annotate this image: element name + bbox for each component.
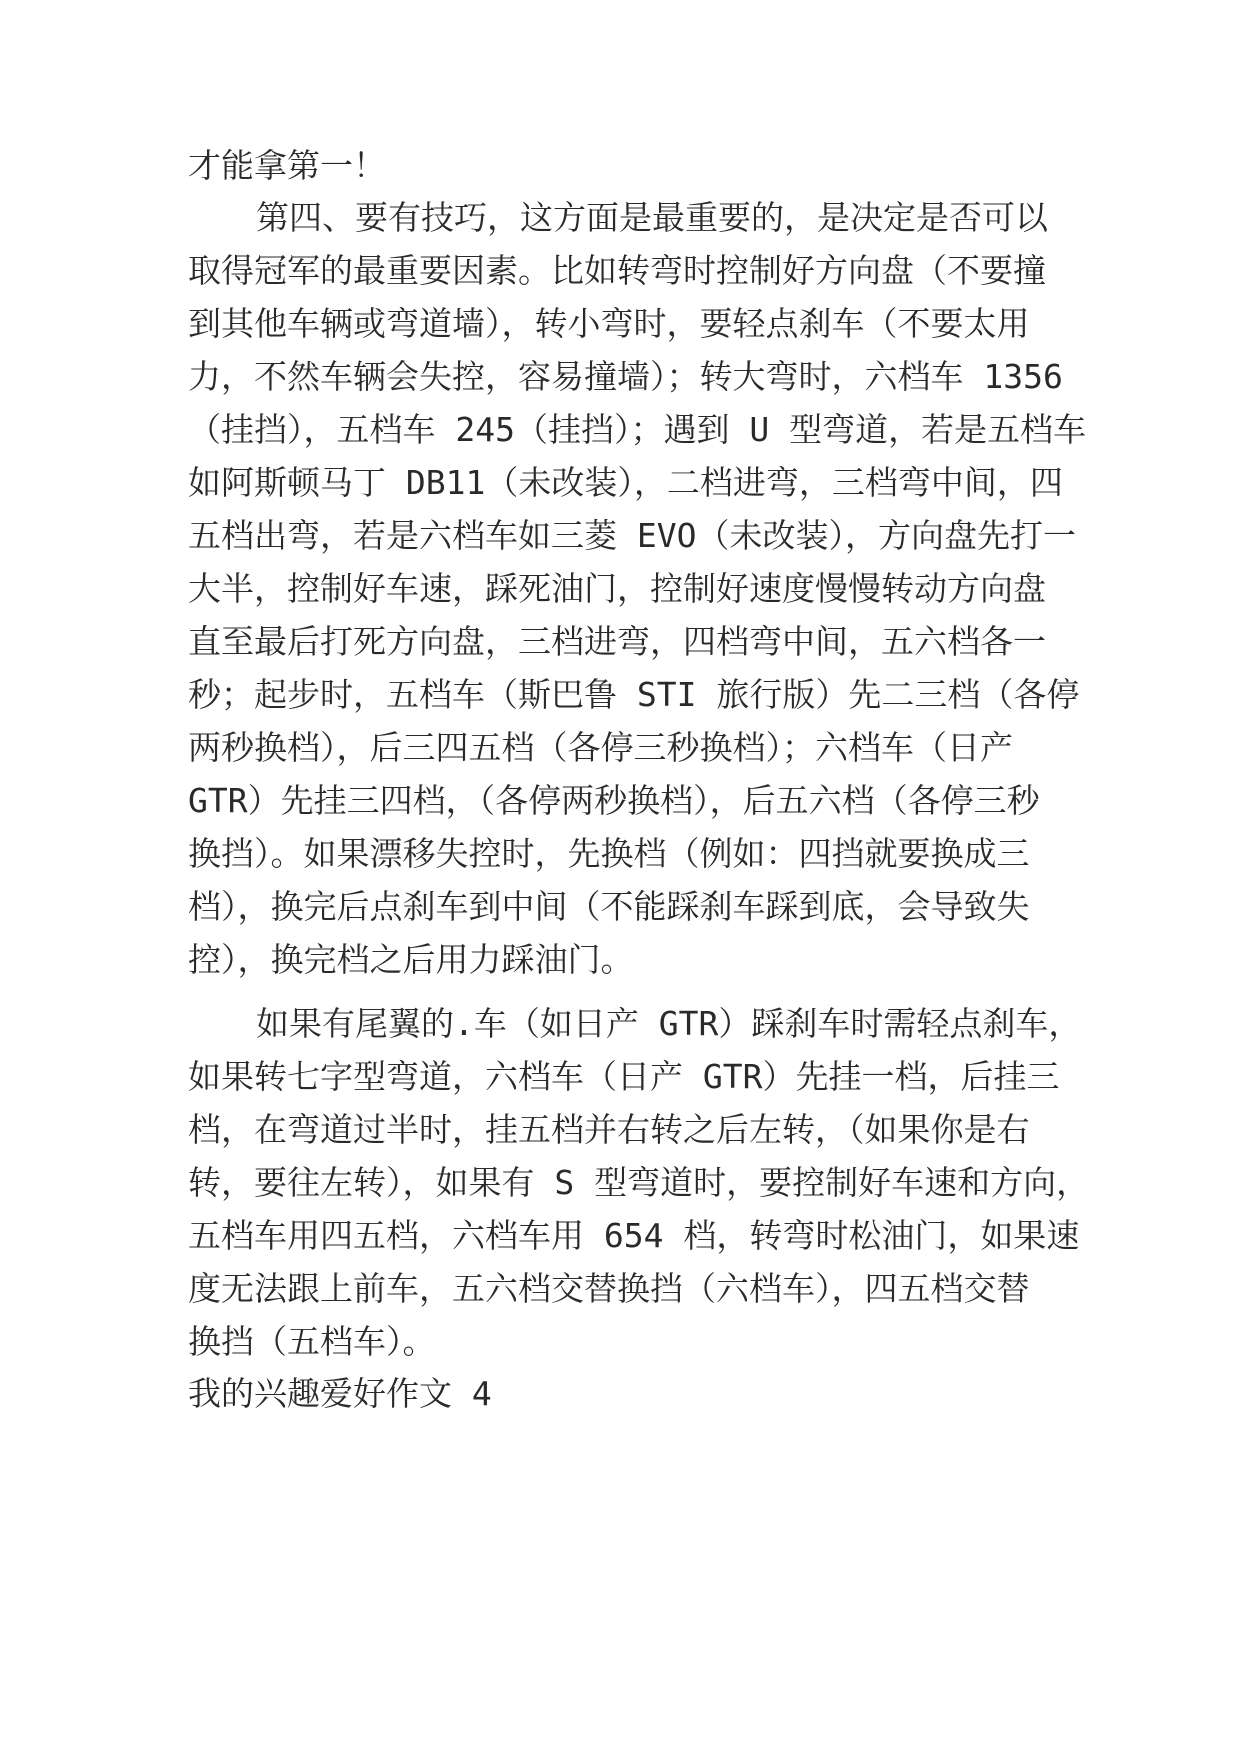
- paragraph-4-line-15: 控），换完档之后用力踩油门。: [188, 940, 634, 979]
- paragraph-5-line-5: 五档车用四五档，六档车用 654 档，转弯时松油门，如果速: [188, 1216, 1080, 1255]
- paragraph-4-line-2: 取得冠军的最重要因素。比如转弯时控制好方向盘（不要撞: [188, 251, 1046, 290]
- paragraph-4-line-9: 直至最后打死方向盘，三档进弯，四档弯中间，五六档各一: [188, 622, 1046, 661]
- paragraph-5-line-4: 转，要往左转），如果有 S 型弯道时，要控制好车速和方向，: [188, 1163, 1090, 1202]
- paragraph-5-line-7: 换挡（五档车）。: [188, 1322, 436, 1361]
- paragraph-4-line-8: 大半，控制好车速，踩死油门，控制好速度慢慢转动方向盘: [188, 569, 1046, 608]
- paragraph-4-line-12: GTR）先挂三四档，（各停两秒换档），后五六档（各停三秒: [188, 781, 1040, 820]
- paragraph-4-line-6: 如阿斯顿马丁 DB11（未改装），二档进弯，三档弯中间，四: [188, 463, 1063, 502]
- paragraph-4-line-10: 秒；起步时，五档车（斯巴鲁 STI 旅行版）先二三档（各停: [188, 675, 1080, 714]
- paragraph-5-line-2: 如果转七字型弯道，六档车（日产 GTR）先挂一档，后挂三: [188, 1057, 1060, 1096]
- paragraph-4-line-1: 第四、要有技巧，这方面是最重要的，是决定是否可以: [256, 198, 1048, 237]
- paragraph-4-line-5: （挂挡），五档车 245（挂挡）；遇到 U 型弯道，若是五档车: [188, 410, 1087, 449]
- paragraph-5-line-6: 度无法跟上前车，五六档交替换挡（六档车），四五档交替: [188, 1269, 1030, 1308]
- paragraph-4-line-11: 两秒换档），后三四五档（各停三秒换档）；六档车（日产: [188, 728, 1013, 767]
- paragraph-5-line-1: 如果有尾翼的.车（如日产 GTR）踩刹车时需轻点刹车，: [256, 1004, 1082, 1043]
- paragraph-4-line-4: 力，不然车辆会失控，容易撞墙）；转大弯时，六档车 1356: [188, 357, 1063, 396]
- paragraph-4-line-3: 到其他车辆或弯道墙），转小弯时，要轻点刹车（不要太用: [188, 304, 1030, 343]
- text-line-1: 才能拿第一！: [188, 146, 386, 185]
- paragraph-4-line-14: 档），换完后点刹车到中间（不能踩刹车踩到底，会导致失: [188, 887, 1030, 926]
- paragraph-4-line-13: 换挡）。如果漂移失控时，先换档（例如：四挡就要换成三: [188, 834, 1030, 873]
- paragraph-5-line-3: 档，在弯道过半时，挂五档并右转之后左转，（如果你是右: [188, 1110, 1030, 1149]
- section-heading: 我的兴趣爱好作文 4: [188, 1374, 492, 1413]
- paragraph-4-line-7: 五档出弯，若是六档车如三菱 EVO（未改装），方向盘先打一: [188, 516, 1076, 555]
